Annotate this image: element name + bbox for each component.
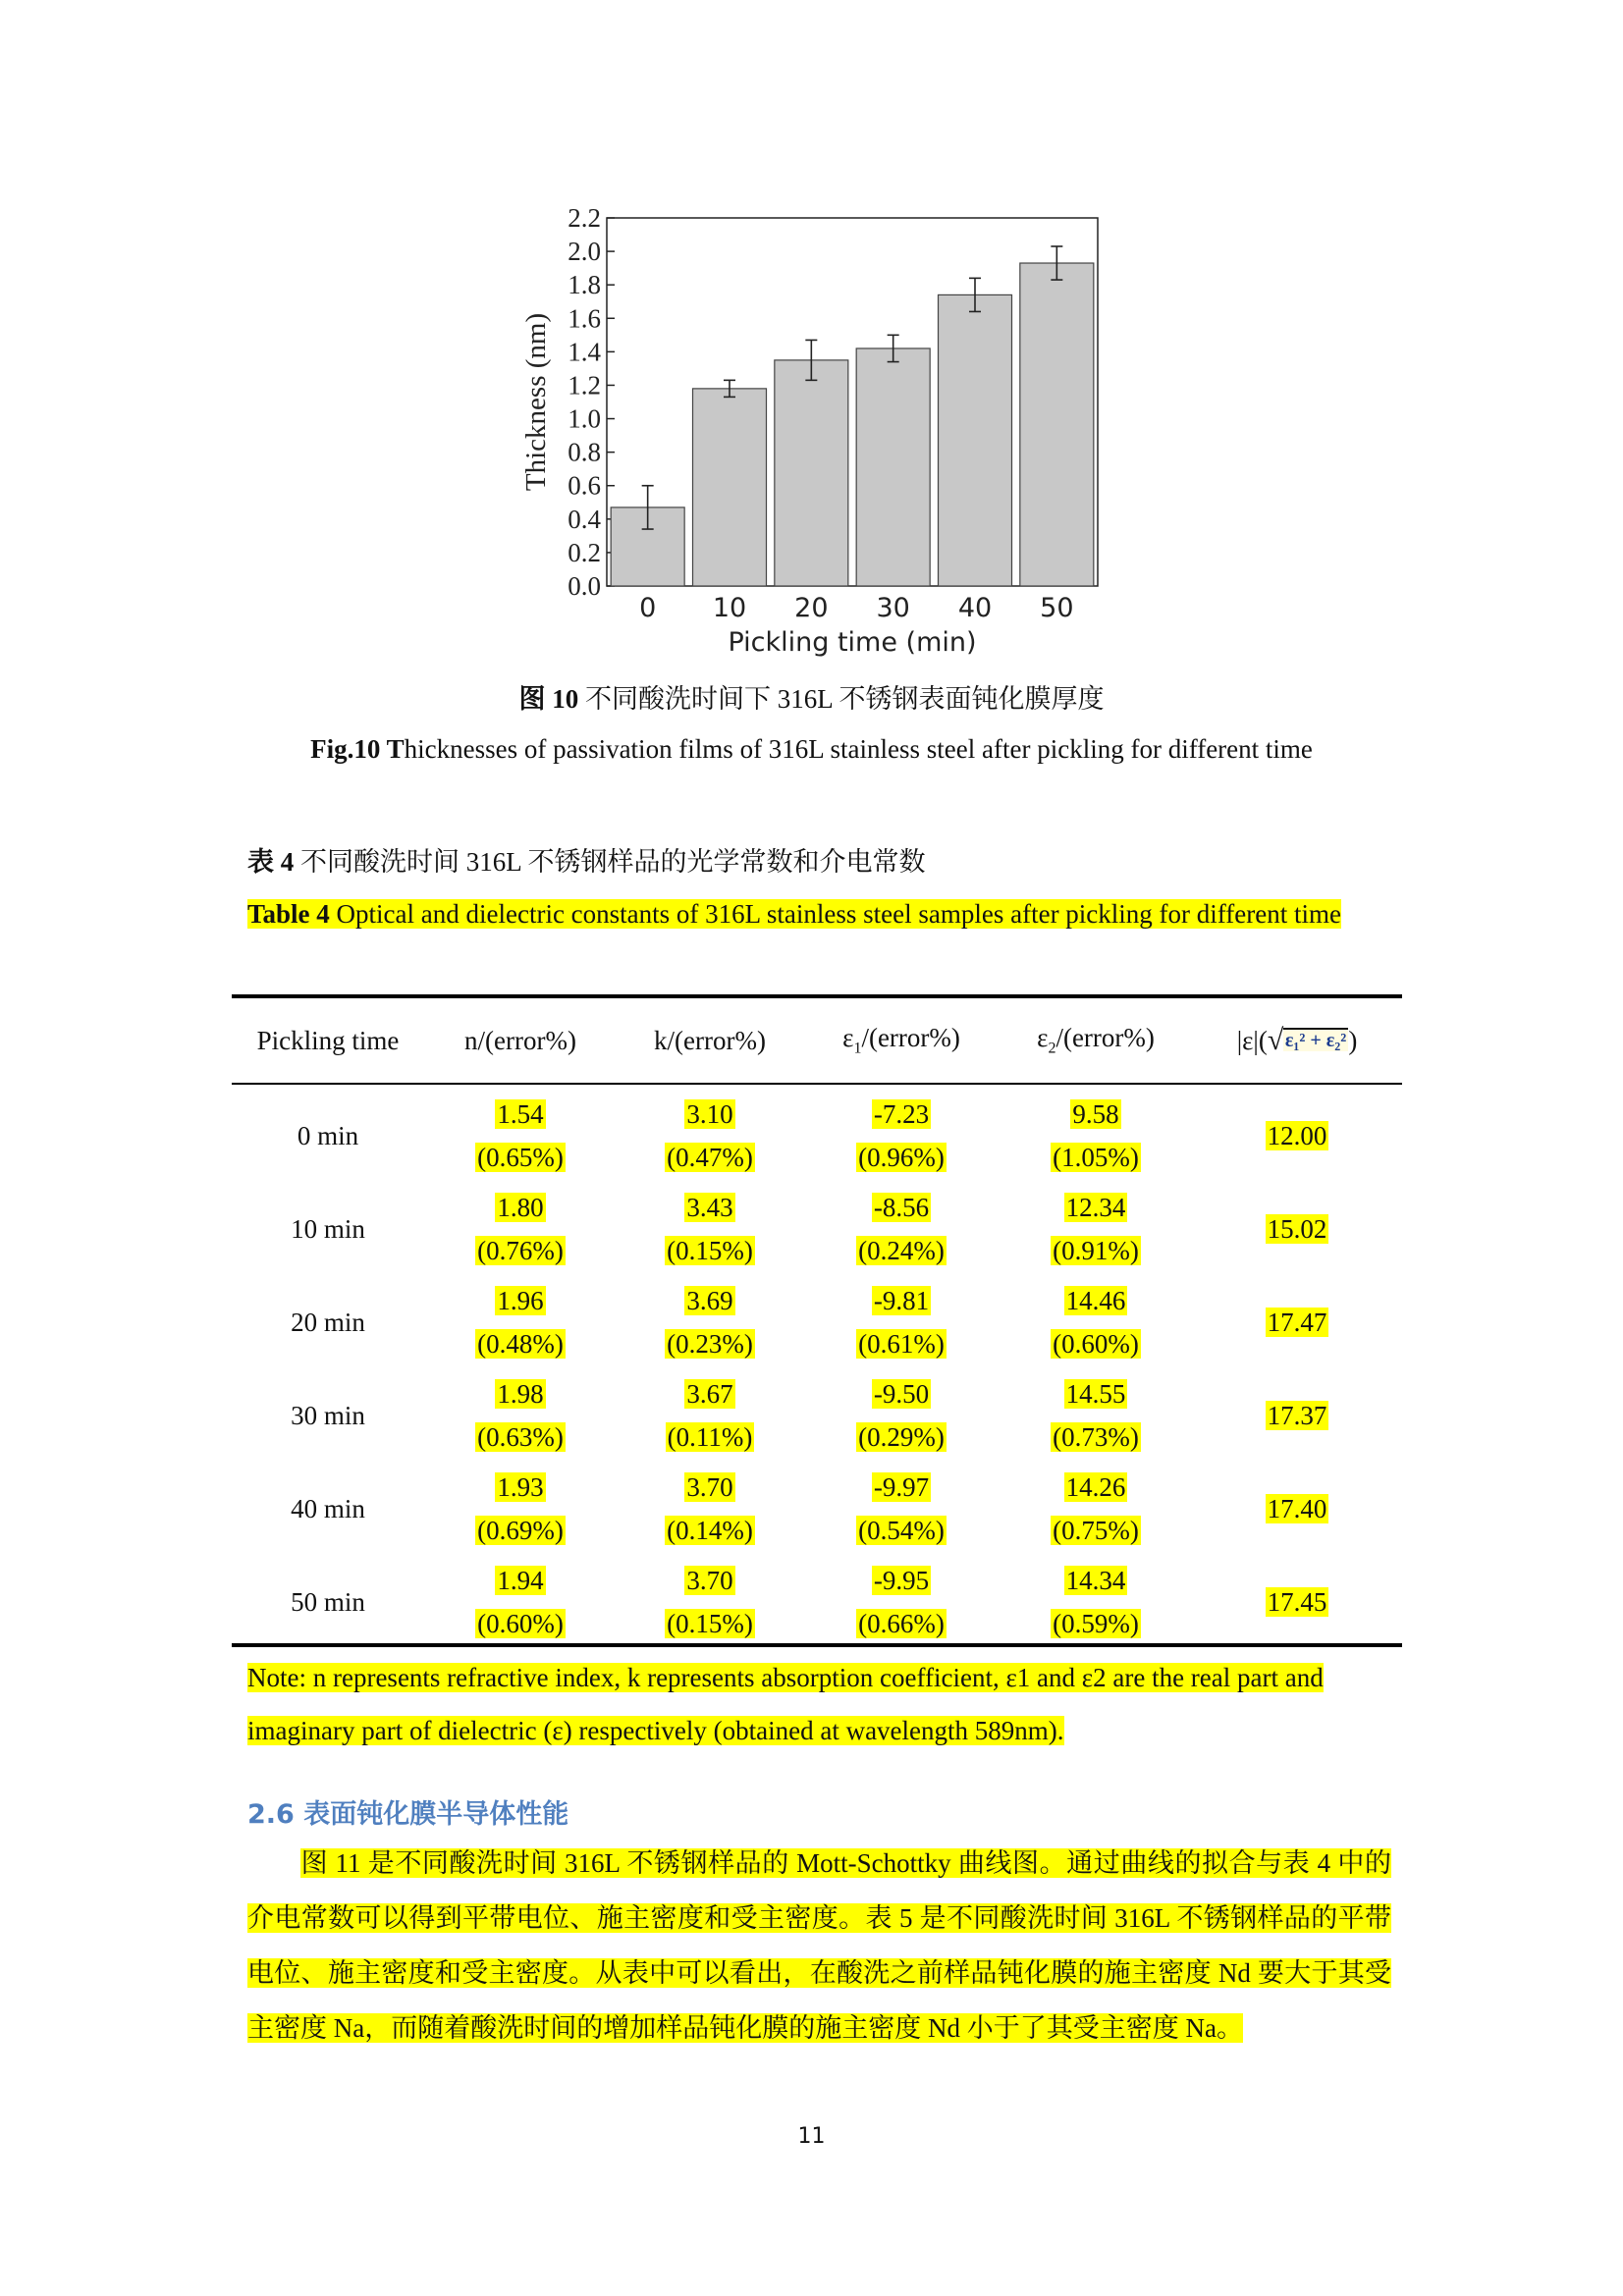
cell-eps1: [803, 1083, 1000, 1182]
sqrt-formula-body: ε₁² + ε₂²: [1284, 1029, 1347, 1051]
x-axis-label: Pickling time (min): [728, 627, 977, 658]
y-tick-label: 1.4: [568, 337, 601, 367]
y-tick-label: 0.6: [568, 470, 601, 501]
table-body: [232, 1083, 1402, 1648]
cell-eps1: [803, 1462, 1000, 1555]
table-row: [232, 1275, 1402, 1368]
cell-time: [232, 1555, 424, 1648]
figure-caption-en-label: Fig.10 T: [310, 734, 405, 764]
header-eps-abs: [1192, 998, 1402, 1083]
cell-k: [617, 1083, 803, 1182]
cell-time-value: 40 min: [291, 1493, 365, 1523]
cell-eps-abs: [1192, 1083, 1402, 1182]
cell-eps2-value: (0.91%): [1053, 1235, 1139, 1265]
section-paragraph-text: 图 11 是不同酸洗时间 316L 不锈钢样品的 Mott-Schottky 曲线图。通过曲线的拟合与表 4 中的介电常数可以得到平带电位、施主密度和受主密度。表 5 是不同酸洗时间 316L 不锈钢样品的平带电位、施主密度和受主密度。从表中可以看出，在酸洗之前样品钝化膜的施主密度 Nd 要大于其受主密度 Na，而随着酸洗时间的增加样品钝化膜的施主密度 Nd 小于了其受主密度 Na。: [247, 1848, 1391, 2043]
cell-n: [424, 1555, 617, 1648]
cell-eps-abs: [1192, 1462, 1402, 1555]
cell-k: [617, 1182, 803, 1275]
bar: [939, 294, 1012, 586]
cell-k-value: (0.11%): [667, 1421, 753, 1452]
table-row: [232, 1555, 1402, 1648]
cell-eps-abs-value: 17.47: [1267, 1307, 1327, 1337]
table-row: [232, 1462, 1402, 1555]
cell-n-value: 1.54: [497, 1098, 544, 1129]
y-tick-label: 1.2: [568, 370, 601, 400]
cell-n: [424, 1368, 617, 1462]
cell-k: [617, 1462, 803, 1555]
cell-time: [232, 1083, 424, 1182]
cell-n-value: (0.69%): [477, 1515, 564, 1545]
figure-caption-en-text: hicknesses of passivation films of 316L stainless steel after pickling for different time: [404, 734, 1313, 764]
cell-time: [232, 1275, 424, 1368]
y-tick-label: 0.0: [568, 571, 601, 601]
cell-eps2: [1000, 1555, 1192, 1648]
figure-caption-zh-label: 图 10: [518, 684, 579, 714]
cell-time: [232, 1368, 424, 1462]
cell-eps-abs: [1192, 1368, 1402, 1462]
figure-caption-en: [0, 734, 1623, 765]
x-tick-label: 10: [712, 593, 747, 623]
bar: [775, 360, 848, 586]
header-k: k/(error%): [654, 1025, 766, 1055]
section-heading: 2.6 表面钝化膜半导体性能: [247, 1799, 569, 1830]
y-tick-label: 2.2: [568, 203, 601, 233]
cell-k-value: 3.70: [686, 1565, 733, 1595]
cell-eps1: [803, 1555, 1000, 1648]
x-tick-label: 50: [1040, 593, 1074, 623]
cell-eps-abs-value: 17.45: [1267, 1586, 1327, 1617]
cell-eps1-value: -8.56: [873, 1192, 930, 1222]
cell-n: [424, 1275, 617, 1368]
cell-n-value: (0.60%): [477, 1608, 564, 1638]
cell-eps-abs-value: 12.00: [1267, 1120, 1327, 1150]
cell-k: [617, 1555, 803, 1648]
y-tick-label: 1.8: [568, 270, 601, 300]
cell-eps1-value: (0.66%): [858, 1608, 945, 1638]
header-eps-abs-label: |ε|(: [1236, 1025, 1268, 1055]
cell-n-value: (0.63%): [477, 1421, 564, 1452]
header-pickling-time: Pickling time: [256, 1025, 400, 1055]
cell-k-value: (0.14%): [667, 1515, 753, 1545]
cell-n-value: (0.48%): [477, 1328, 564, 1359]
optical-constants-table: [232, 998, 1402, 1648]
table-row: [232, 1083, 1402, 1182]
cell-eps-abs-value: 17.37: [1267, 1400, 1327, 1430]
cell-n: [424, 1182, 617, 1275]
cell-eps-abs-value: 17.40: [1267, 1493, 1327, 1523]
header-eps2: $\varepsilon_2/(error\%)$: [1037, 1023, 1155, 1057]
x-tick-label: 20: [794, 593, 829, 623]
cell-eps2: [1000, 1462, 1192, 1555]
cell-k-value: 3.67: [686, 1378, 733, 1409]
cell-eps1-value: (0.54%): [858, 1515, 945, 1545]
cell-eps1-value: (0.96%): [858, 1142, 945, 1172]
cell-eps2-value: 14.26: [1065, 1471, 1126, 1502]
cell-eps1-value: -9.81: [873, 1285, 930, 1315]
cell-eps2-value: (0.60%): [1053, 1328, 1139, 1359]
cell-n: [424, 1083, 617, 1182]
cell-eps1-value: (0.24%): [858, 1235, 945, 1265]
x-tick-label: 30: [876, 593, 910, 623]
cell-time-value: 0 min: [297, 1120, 359, 1150]
cell-eps2-value: 14.46: [1065, 1285, 1126, 1315]
cell-eps1-value: -9.95: [873, 1565, 930, 1595]
cell-eps2-value: (0.73%): [1053, 1421, 1139, 1452]
cell-eps-abs-value: 15.02: [1267, 1213, 1327, 1244]
cell-eps2-value: (0.59%): [1053, 1608, 1139, 1638]
cell-n-value: 1.98: [497, 1378, 544, 1409]
y-tick-label: 0.2: [568, 537, 601, 567]
cell-n-value: (0.65%): [477, 1142, 564, 1172]
cell-k: [617, 1368, 803, 1462]
cell-eps-abs: [1192, 1182, 1402, 1275]
cell-k: [617, 1275, 803, 1368]
cell-eps2-value: 14.34: [1065, 1565, 1126, 1595]
cell-k-value: 3.10: [686, 1098, 733, 1129]
figure-caption-zh-text: 不同酸洗时间下 316L 不锈钢表面钝化膜厚度: [585, 684, 1105, 714]
thickness-chart-svg: [520, 201, 1114, 663]
cell-eps2-value: (1.05%): [1053, 1142, 1139, 1172]
table-title-zh-text: 不同酸洗时间 316L 不锈钢样品的光学常数和介电常数: [300, 847, 926, 877]
cell-eps1: [803, 1368, 1000, 1462]
bar: [1020, 263, 1094, 586]
table-title-en-text: Optical and dielectric constants of 316L stainless steel samples after pickling for different time: [329, 899, 1341, 929]
cell-eps2: [1000, 1182, 1192, 1275]
table-title-zh-label: 表 4: [247, 847, 295, 877]
cell-eps2-value: 9.58: [1072, 1098, 1119, 1129]
table-header-row: [232, 998, 1402, 1083]
cell-time: [232, 1182, 424, 1275]
y-tick-label: 2.0: [568, 237, 601, 267]
y-tick-label: 1.6: [568, 303, 601, 334]
cell-eps1-value: -9.97: [873, 1471, 930, 1502]
cell-eps-abs: [1192, 1555, 1402, 1648]
header-eps1: $\varepsilon_1/(error\%)$: [842, 1023, 960, 1057]
y-axis-label: Thickness (nm): [520, 312, 552, 492]
section-paragraph: [247, 1836, 1391, 2056]
cell-eps2-value: 14.55: [1065, 1378, 1126, 1409]
cell-time-value: 20 min: [291, 1307, 365, 1337]
cell-time-value: 50 min: [291, 1586, 365, 1617]
cell-k-value: 3.69: [686, 1285, 733, 1315]
page-number: 11: [797, 2124, 826, 2149]
cell-k-value: (0.47%): [667, 1142, 753, 1172]
cell-n-value: 1.94: [497, 1565, 544, 1595]
figure-caption-zh: [0, 677, 1623, 716]
cell-eps1: [803, 1275, 1000, 1368]
thickness-chart: [520, 201, 1114, 663]
cell-n-value: 1.93: [497, 1471, 544, 1502]
cell-n-value: 1.96: [497, 1285, 544, 1315]
table-title-en: [247, 887, 1386, 940]
cell-eps2-value: 12.34: [1065, 1192, 1126, 1222]
cell-eps1: [803, 1182, 1000, 1275]
table-row: [232, 1182, 1402, 1275]
sqrt-formula: [1268, 1030, 1348, 1052]
table-row: [232, 1368, 1402, 1462]
bar: [856, 348, 930, 586]
table-note: [247, 1651, 1391, 1757]
cell-n-value: 1.80: [497, 1192, 544, 1222]
cell-n: [424, 1462, 617, 1555]
x-tick-label: 0: [639, 593, 657, 623]
cell-k-value: (0.15%): [667, 1235, 753, 1265]
cell-eps1-value: -7.23: [873, 1098, 930, 1129]
cell-eps2: [1000, 1275, 1192, 1368]
cell-k-value: (0.15%): [667, 1608, 753, 1638]
cell-eps2: [1000, 1083, 1192, 1182]
y-tick-label: 0.8: [568, 437, 601, 467]
y-tick-label: 1.0: [568, 403, 601, 434]
y-tick-label: 0.4: [568, 504, 601, 534]
cell-time: [232, 1462, 424, 1555]
cell-eps2-value: (0.75%): [1053, 1515, 1139, 1545]
header-n: n/(error%): [464, 1025, 576, 1055]
cell-eps1-value: (0.61%): [858, 1328, 945, 1359]
cell-k-value: (0.23%): [667, 1328, 753, 1359]
cell-time-value: 30 min: [291, 1400, 365, 1430]
cell-eps2: [1000, 1368, 1192, 1462]
header-eps-abs-close: ): [1348, 1025, 1358, 1055]
cell-k-value: 3.43: [686, 1192, 733, 1222]
table-title-en-label: Table 4: [247, 899, 330, 929]
bar: [693, 389, 767, 586]
cell-eps-abs: [1192, 1275, 1402, 1368]
table-title-zh: [247, 840, 926, 879]
x-tick-label: 40: [957, 593, 993, 623]
cell-k-value: 3.70: [686, 1471, 733, 1502]
cell-time-value: 10 min: [291, 1213, 365, 1244]
table-note-text: Note: n represents refractive index, k represents absorption coefficient, ε1 and ε2 are the real part and imaginary part of dielectric (ε) respectively (obtained at wavelength 589nm).: [247, 1663, 1324, 1745]
cell-eps1-value: (0.29%): [858, 1421, 945, 1452]
cell-n-value: (0.76%): [477, 1235, 564, 1265]
cell-eps1-value: -9.50: [873, 1378, 930, 1409]
